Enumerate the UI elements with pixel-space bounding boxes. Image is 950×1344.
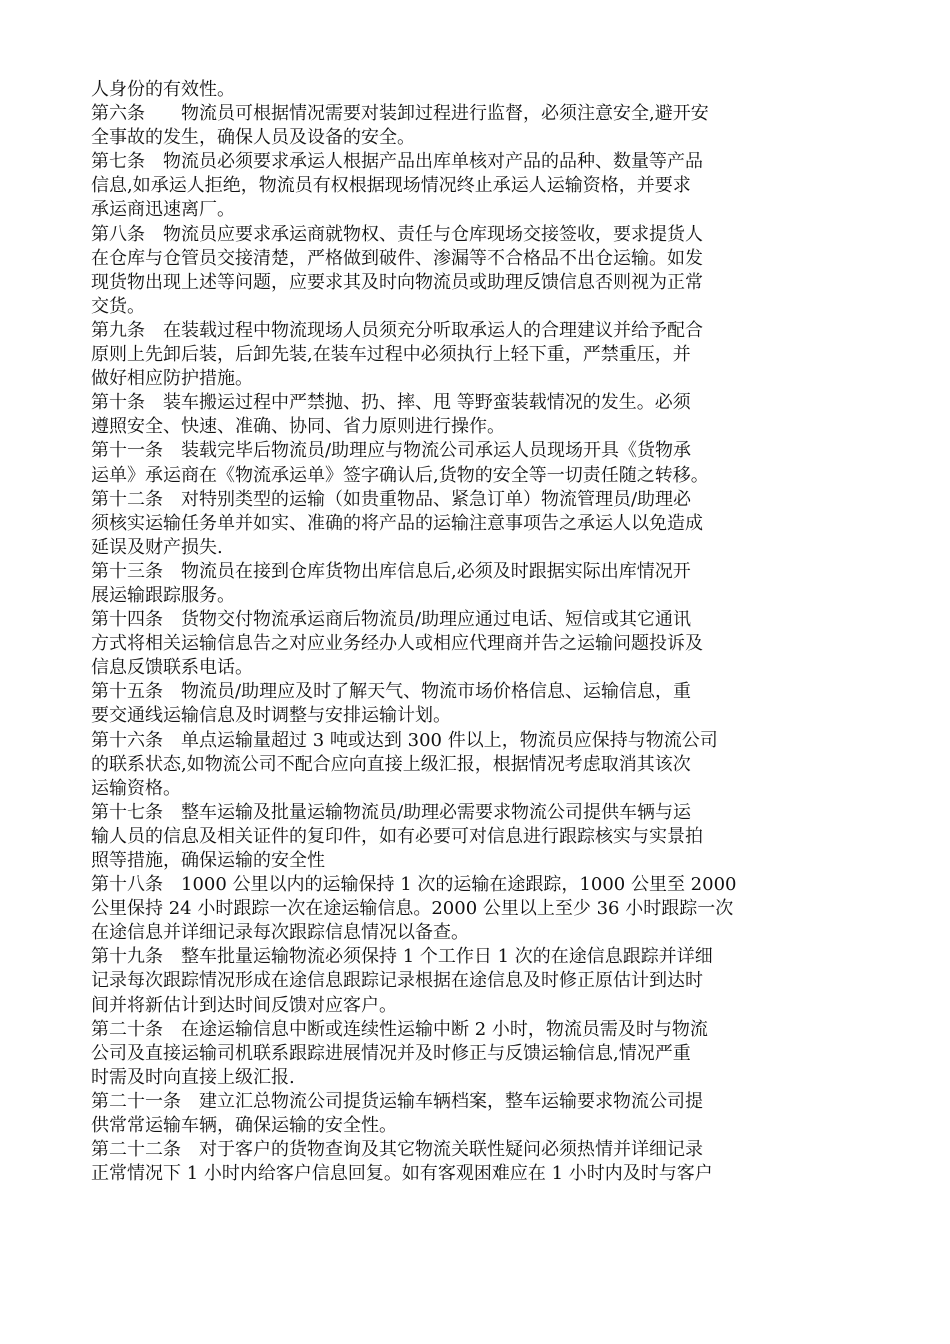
text-line: 第二十一条 建立汇总物流公司提货运输车辆档案，整车运输要求物流公司提 (91, 1090, 703, 1112)
text-line: 第八条 物流员应要求承运商就物权、责任与仓库现场交接签收，要求提货人 (91, 223, 703, 245)
text-line: 展运输跟踪服务。 (91, 584, 235, 606)
text-line: 输人员的信息及相关证件的复印件，如有必要可对信息进行跟踪核实与实景拍 (91, 825, 703, 847)
text-line: 公里保持 24 小时跟踪一次在途运输信息。2000 公里以上至少 36 小时跟踪一次 (91, 898, 734, 920)
text-line: 延误及财产损失. (91, 536, 223, 558)
text-line: 第二十二条 对于客户的货物查询及其它物流关联性疑问必须热情并详细记录 (91, 1139, 703, 1161)
text-line: 第九条 在装载过程中物流现场人员须充分听取承运人的合理建议并给予配合 (91, 319, 703, 341)
text-line: 要交通线运输信息及时调整与安排运输计划。 (91, 705, 451, 727)
text-line: 信息反馈联系电话。 (91, 657, 253, 679)
text-line (91, 1186, 861, 1210)
text-line: 第二十条 在途运输信息中断或连续性运输中断 2 小时，物流员需及时与物流 (91, 1018, 708, 1040)
text-line: 第十四条 货物交付物流承运商后物流员/助理应通过电话、短信或其它通讯 (91, 609, 692, 631)
text-line: 在途信息并详细记录每次跟踪信息情况以备查。 (91, 922, 469, 944)
text-line: 间并将新估计到达时间反馈对应客户。 (91, 994, 397, 1016)
text-line: 人身份的有效性。 (91, 79, 235, 100)
text-line: 记录每次跟踪情况形成在途信息跟踪记录根据在途信息及时修正原估计到达时 (91, 970, 703, 992)
text-line: 正常情况下 1 小时内给客户信息回复。如有客观困难应在 1 小时内及时与客户 (91, 1163, 713, 1185)
text-line: 交货。 (91, 295, 145, 317)
text-line: 照等措施，确保运输的安全性 (91, 850, 325, 871)
text-line: 做好相应防护措施。 (91, 368, 253, 390)
text-line: 第七条 物流员必须要求承运人根据产品出库单核对产品的品种、数量等产品 (91, 151, 703, 173)
text-line: 第十条 装车搬运过程中严禁抛、扔、摔、甩 等野蛮装载情况的发生。必须 (91, 392, 691, 414)
text-line: 运输资格。 (91, 777, 181, 799)
text-line: 第十八条 1000 公里以内的运输保持 1 次的运输在途跟踪，1000 公里至 2000 (91, 874, 737, 896)
text-line: 信息,如承运人拒绝，物流员有权根据现场情况终止承运人运输资格，并要求 (91, 175, 691, 197)
text-line: 第十五条 物流员/助理应及时了解天气、物流市场价格信息、运输信息，重 (91, 681, 692, 703)
text-line: 的联系状态,如物流公司不配合应向直接上级汇报，根据情况考虑取消其该次 (91, 753, 691, 775)
text-line: 第十二条 对特别类型的运输（如贵重物品、紧急订单）物流管理员/助理必 (91, 488, 692, 510)
text-line: 时需及时向直接上级汇报. (91, 1066, 295, 1088)
text-line: 运单》承运商在《物流承运单》签字确认后,货物的安全等一切责任随之转移。 (91, 464, 709, 486)
text-line: 第十三条 物流员在接到仓库货物出库信息后,必须及时跟据实际出库情况开 (91, 560, 691, 582)
text-line: 第十一条 装载完毕后物流员/助理应与物流公司承运人员现场开具《货物承 (91, 440, 692, 462)
text-line: 现货物出现上述等问题，应要求其及时向物流员或助理反馈信息否则视为正常 (91, 271, 703, 293)
text-line: 第十七条 整车运输及批量运输物流员/助理必需要求物流公司提供车辆与运 (91, 801, 692, 823)
text-line: 全事故的发生，确保人员及设备的安全。 (91, 127, 415, 149)
text-line: 遵照安全、快速、准确、协同、省力原则进行操作。 (91, 416, 505, 438)
text-line: 方式将相关运输信息告之对应业务经办人或相应代理商并告之运输问题投诉及 (91, 633, 703, 655)
text-line: 第十九条 整车批量运输物流必须保持 1 个工作日 1 次的在途信息跟踪并详细 (91, 946, 713, 968)
text-line: 须核实运输任务单并如实、准确的将产品的运输注意事项告之承运人以免造成 (91, 512, 703, 534)
text-line: 原则上先卸后装，后卸先装,在装车过程中必须执行上轻下重，严禁重压，并 (91, 344, 691, 366)
text-line: 供常常运输车辆，确保运输的安全性。 (91, 1115, 397, 1137)
text-line: 在仓库与仓管员交接清楚，严格做到破件、渗漏等不合格品不出仓运输。如发 (91, 247, 703, 269)
document-body (91, 78, 861, 1210)
text-line: 承运商迅速离厂。 (91, 199, 235, 221)
text-line: 第六条 物流员可根据情况需要对装卸过程进行监督，必须注意安全,避开安 (91, 103, 709, 125)
text-line: 第十六条 单点运输量超过 3 吨或达到 300 件以上，物流员应保持与物流公司 (91, 729, 718, 751)
text-line: 公司及直接运输司机联系跟踪进展情况并及时修正与反馈运输信息,情况严重 (91, 1042, 691, 1064)
